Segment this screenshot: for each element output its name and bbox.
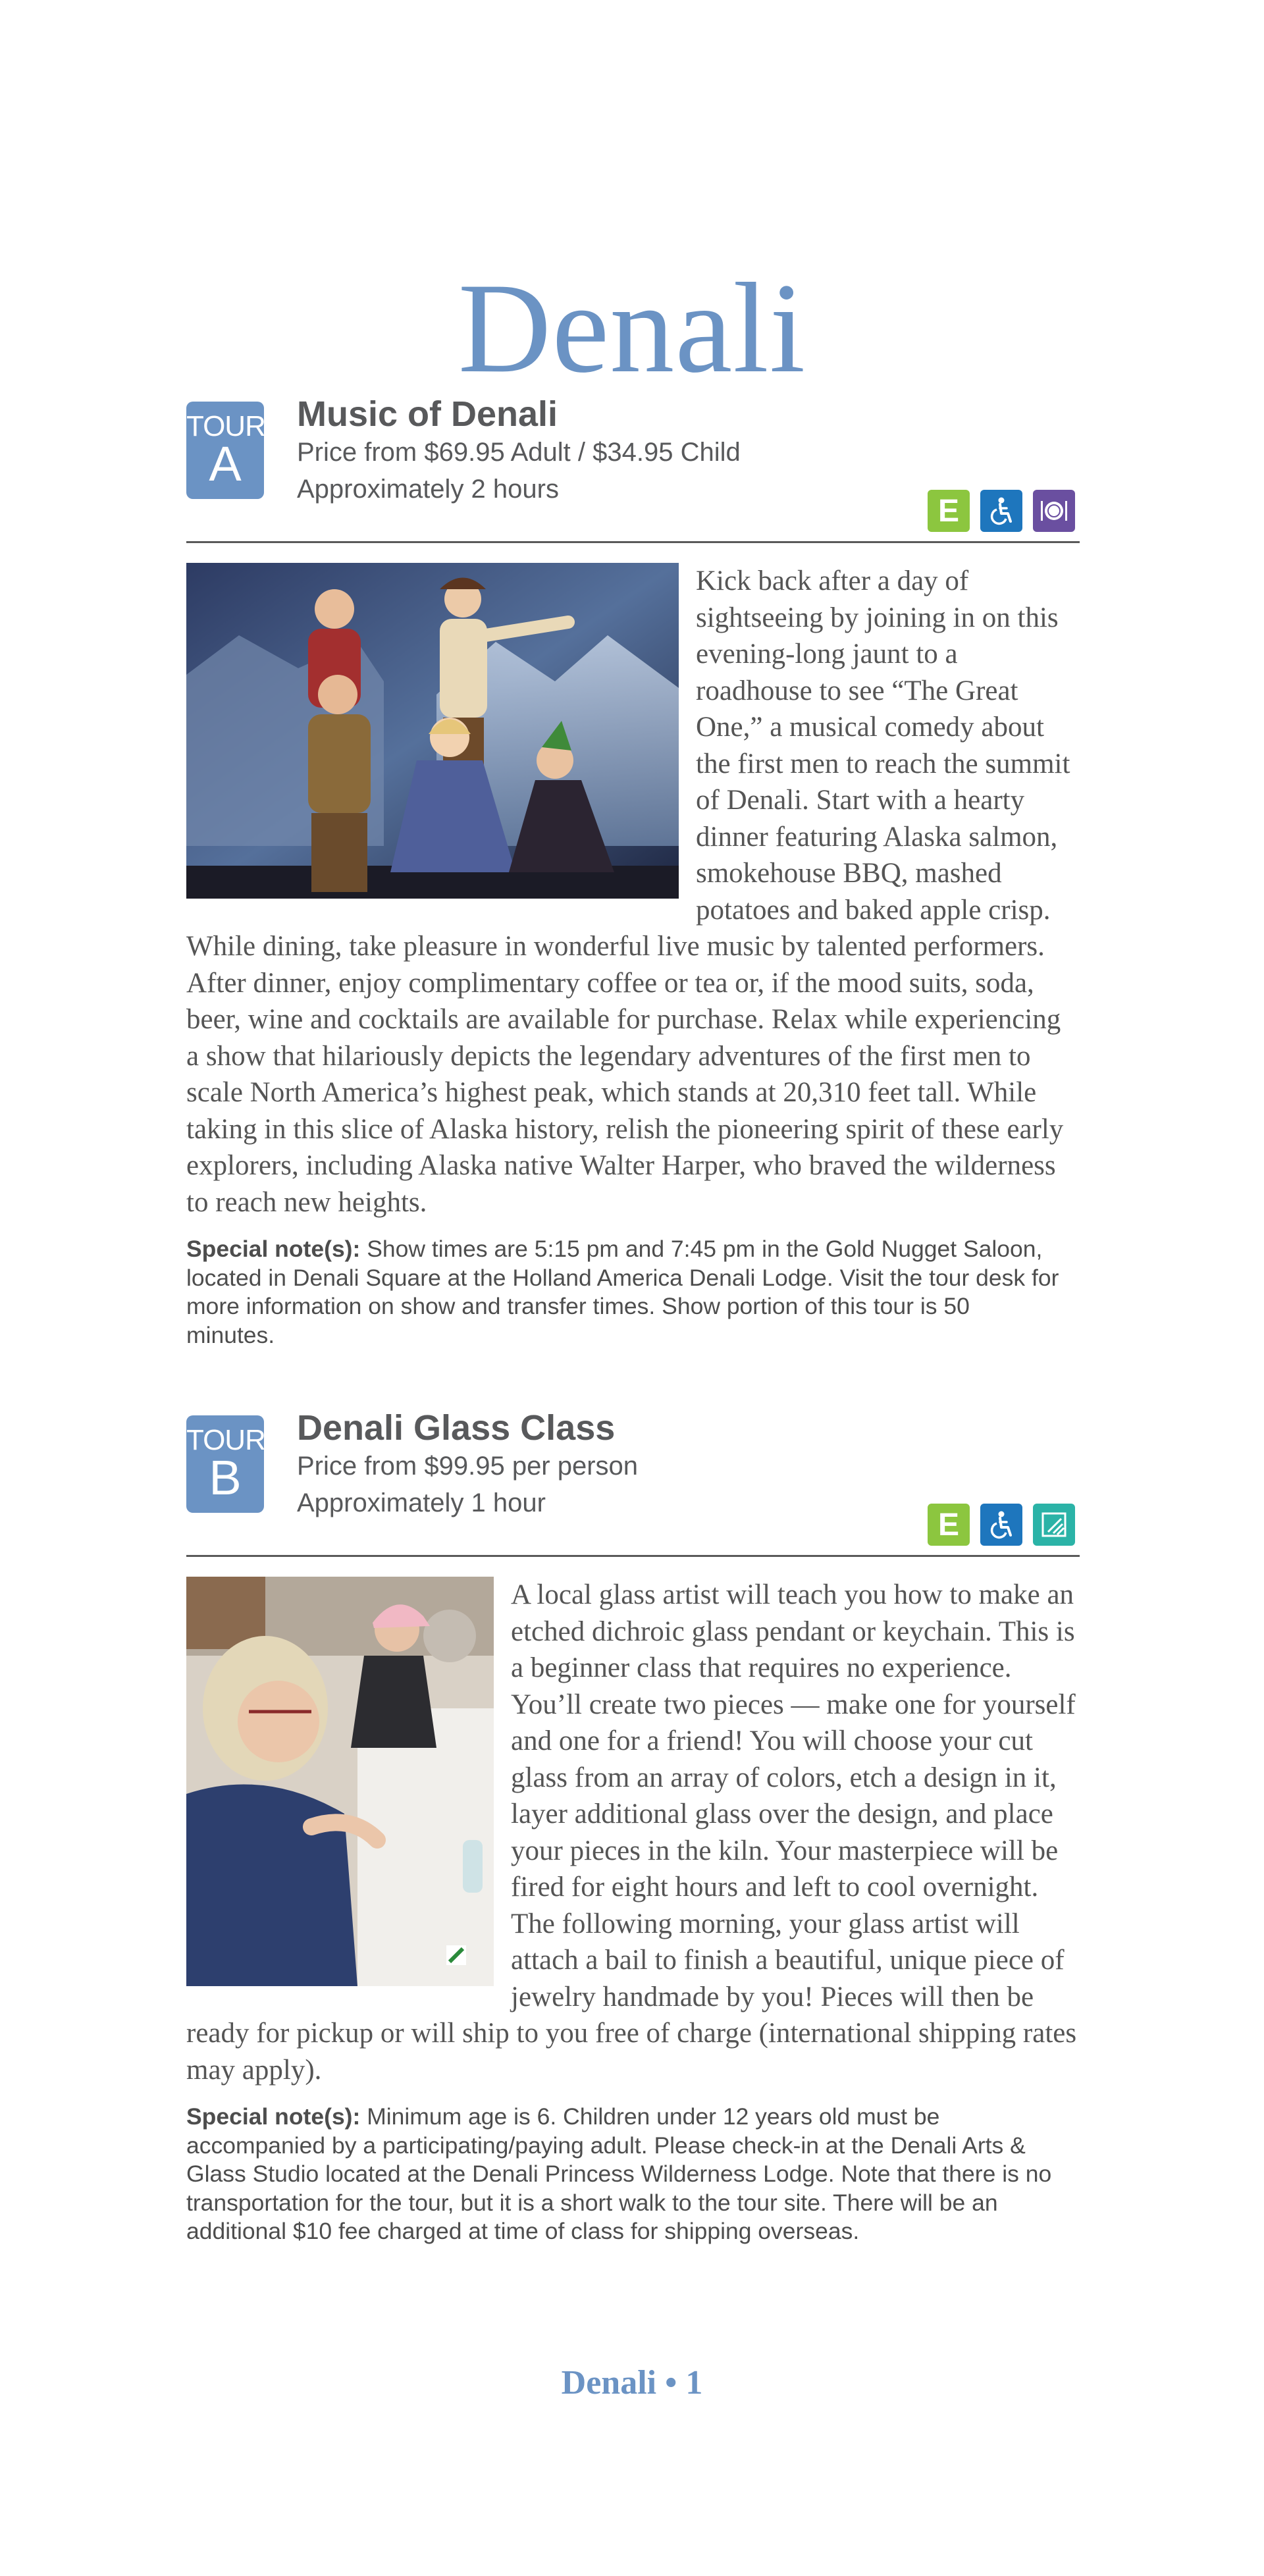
tour-badge [186,402,264,499]
tour-price: Price from $69.95 Adult / $34.95 Child [297,438,741,467]
tour-duration: Approximately 1 hour [297,1488,546,1518]
tour-icons [928,490,1075,532]
tour-icons [928,1504,1075,1546]
special-note-label: Special note(s): [186,1236,361,1262]
tour-b-section [186,1409,1080,2246]
note-icon [1033,1504,1075,1546]
tour-price: Price from $99.95 per person [297,1452,639,1481]
page-title: Denali [458,257,806,400]
tour-badge-word: TOUR [186,1424,265,1456]
tour-header [186,1409,1080,1557]
e-activity-level-icon: E [928,1504,970,1546]
special-note-label: Special note(s): [186,2103,361,2130]
wheelchair-accessible-icon [980,1504,1022,1546]
special-note-text: Minimum age is 6. Children under 12 years old must be accompanied by a participating/paying adult. Please check-in at the Denali Arts & Glass Studio located at the Denali Princess Wilderness Lodge. Note that there is no transportation for the tour, but it is a short walk to the tour site. There will be an additional $10 fee charged at time of class for shipping overseas. [186,2103,1052,2244]
tour-name: Music of Denali [297,394,558,434]
tour-badge-word: TOUR [186,410,265,442]
wheelchair-accessible-icon [980,490,1022,532]
tour-header [186,395,1080,543]
special-note [186,2103,1062,2246]
special-note [186,1235,1062,1350]
performers-photo [186,563,679,899]
dining-icon [1033,490,1075,532]
tour-description: Kick back after a day of sightseeing by joining in on this evening-long jaunt to a roadhouse to see “The Great One,” a musical comedy about the first men to reach the summit of Denali. Start with a hearty dinner featuring Alaska salmon, smokehouse BBQ, mashed potatoes and baked apple crisp. While dining, take pleasure in wonderful live music by talented performers. After dinner, enjoy complimentary coffee or tea or, if the mood suits, soda, beer, wine and cocktails are available for purchase. Relax while experiencing a show that hilariously depicts the legendary adventures of the first men to scale North America’s highest peak, which stands at 20,310 feet tall. While taking in this slice of Alaska history, relish the pioneering spirit of these early explorers, including Alaska native Walter Harper, who braved the wilderness to reach new heights. [186,565,1070,1218]
e-activity-level-icon: E [928,490,970,532]
tour-name: Denali Glass Class [297,1408,616,1448]
tour-badge-letter: B [209,1450,242,1505]
glass-class-photo [186,1577,494,1986]
tour-badge-letter: A [209,436,242,491]
page-footer: Denali • 1 [561,2364,703,2402]
tour-duration: Approximately 2 hours [297,475,559,504]
tour-description: A local glass artist will teach you how to make an etched dichroic glass pendant or keychain. This is a beginner class that requires no experience. You’ll create two pieces — make one for yourself and one for a friend! You will choose your cut glass from an array of colors, etch a design in it, layer additional glass over the design, and place your pieces in the kiln. Your masterpiece will be fired for eight hours and left to cool overnight. The following morning, your glass artist will attach a bail to finish a beautiful, unique piece of jewelry handmade by you! Pieces will then be ready for pickup or will ship to you free of charge (international shipping rates may apply). [186,1579,1077,2086]
special-note-text: Show times are 5:15 pm and 7:45 pm in the Gold Nugget Saloon, located in Denali Square at the Holland America Denali Lodge. Visit the tour desk for more information on show and transfer times. Show portion of this tour is 50 minutes. [186,1236,1059,1348]
tour-badge [186,1415,264,1513]
tour-a-section [186,395,1080,1350]
